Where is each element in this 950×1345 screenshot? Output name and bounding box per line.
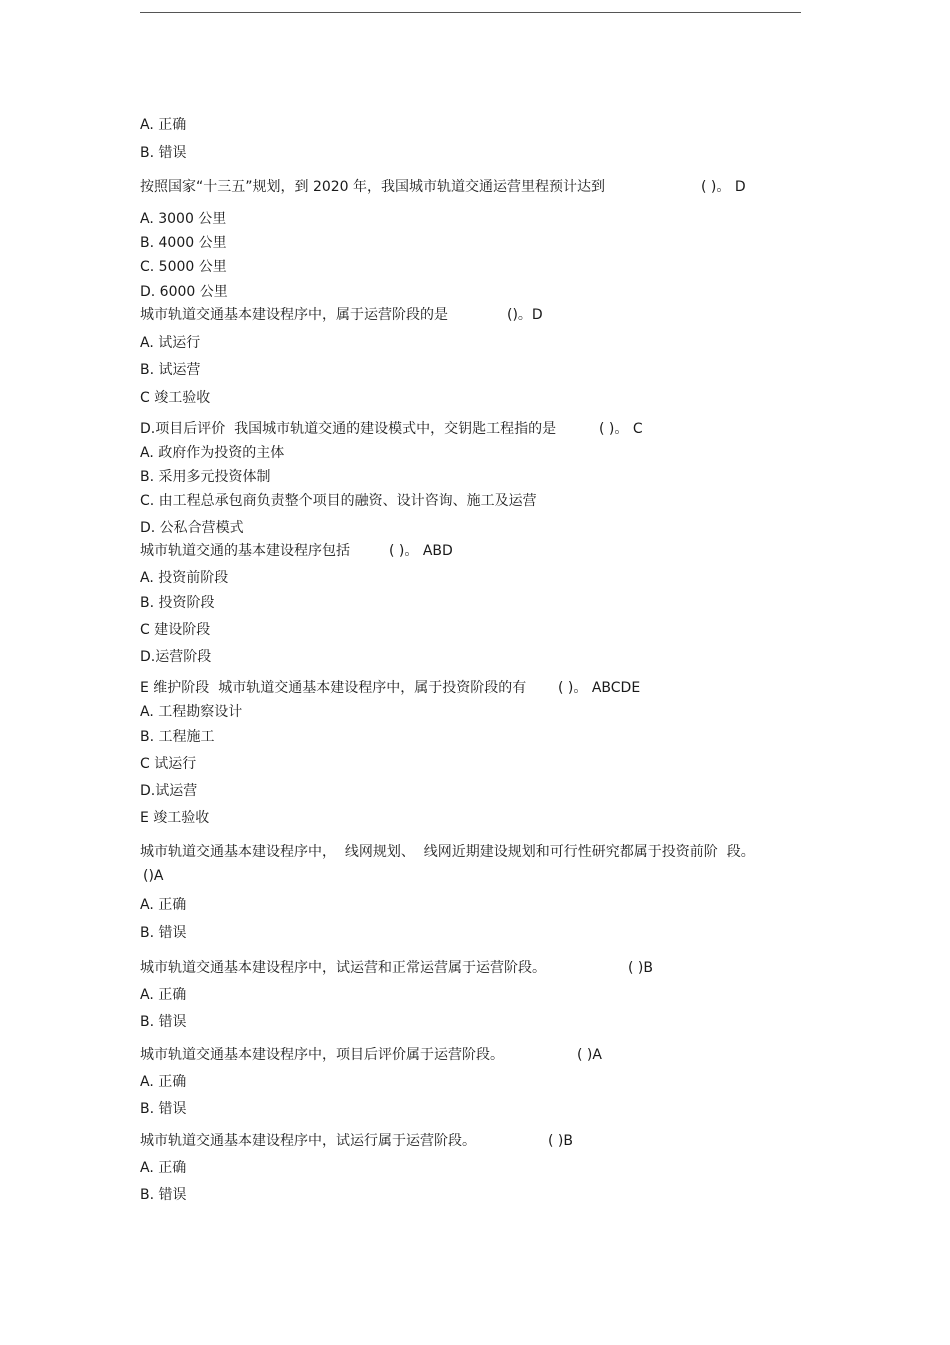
answer-marker: ( )B [548,1133,573,1149]
question-line: 城市轨道交通基本建设程序中，项目后评价属于运营阶段。 [140,1047,504,1063]
option-line: A. 3000 公里 [140,211,227,227]
question-line: E 维护阶段 城市轨道交通基本建设程序中，属于投资阶段的有 [140,680,527,696]
option-line: A. 正确 [140,1160,187,1176]
question-line: 按照国家“十三五”规划，到 2020 年，我国城市轨道交通运营里程预计达到 [140,179,606,195]
answer-marker: ( )。 ABD [389,543,453,559]
option-line: A. 投资前阶段 [140,570,229,586]
option-line: D.运营阶段 [140,649,212,665]
question-line: D.项目后评价 我国城市轨道交通的建设模式中，交钥匙工程指的是 [140,421,557,437]
answer-marker: ( )B [628,960,653,976]
question-line: 城市轨道交通基本建设程序中，试运营和正常运营属于运营阶段。 [140,960,546,976]
option-line: B. 错误 [140,1187,187,1203]
option-line: D. 6000 公里 [140,284,228,300]
option-line: C 试运行 [140,756,197,772]
option-line: A. 正确 [140,117,187,133]
answer-marker: ( )。 ABCDE [558,680,641,696]
option-line: A. 政府作为投资的主体 [140,445,285,461]
option-line: B. 投资阶段 [140,595,215,611]
question-line: 城市轨道交通基本建设程序中，属于运营阶段的是 [140,307,448,323]
option-line: B. 试运营 [140,362,201,378]
option-line: E 竣工验收 [140,810,210,826]
option-line: C 竣工验收 [140,390,211,406]
answer-marker: ( )A [577,1047,602,1063]
option-line: C. 由工程总承包商负责整个项目的融资、设计咨询、施工及运营 [140,493,537,509]
question-line: 城市轨道交通的基本建设程序包括 [140,543,350,559]
option-line: A. 正确 [140,1074,187,1090]
option-line: B. 错误 [140,925,187,941]
option-line: D. 公私合营模式 [140,520,244,536]
option-line: B. 工程施工 [140,729,215,745]
option-line: B. 错误 [140,1101,187,1117]
option-line: C 建设阶段 [140,622,211,638]
option-line: A. 正确 [140,897,187,913]
question-line: 城市轨道交通基本建设程序中， 线网规划、 线网近期建设规划和可行性研究都属于投资前阶 段。 [140,844,755,860]
header-rule [140,12,801,13]
option-line: D.试运营 [140,783,198,799]
question-line: 城市轨道交通基本建设程序中，试运行属于运营阶段。 [140,1133,476,1149]
option-line: A. 正确 [140,987,187,1003]
option-line: A. 工程勘察设计 [140,704,243,720]
option-line: B. 4000 公里 [140,235,227,251]
option-line: B. 错误 [140,1014,187,1030]
answer-marker: ( )。 C [599,421,643,437]
option-line: A. 试运行 [140,335,201,351]
answer-marker: ()A [143,868,164,884]
option-line: C. 5000 公里 [140,259,227,275]
option-line: B. 错误 [140,145,187,161]
answer-marker: ()。D [507,307,543,323]
option-line: B. 采用多元投资体制 [140,469,271,485]
answer-marker: ( )。 D [701,179,746,195]
